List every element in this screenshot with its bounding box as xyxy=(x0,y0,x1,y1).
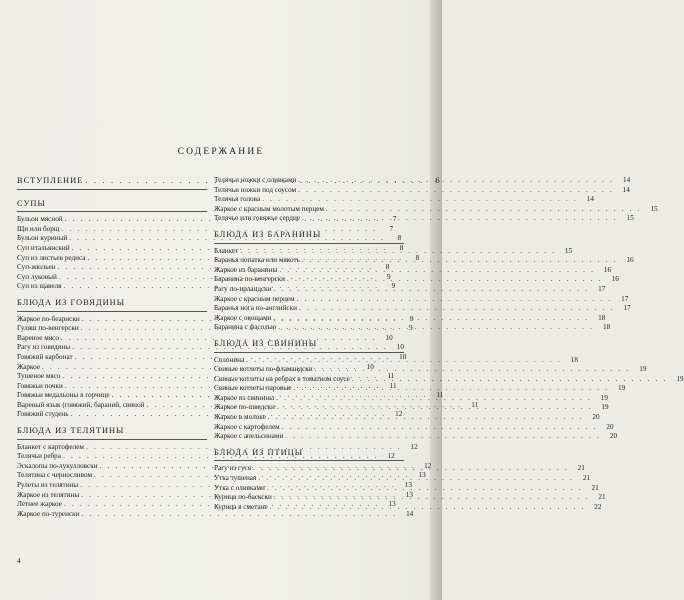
toc-entry-page: 20 xyxy=(606,422,614,431)
leader-dots xyxy=(298,176,614,186)
toc-entry[interactable] xyxy=(17,509,414,520)
toc-entry-title: Жаркое xyxy=(17,362,41,371)
toc-entry-page: 17 xyxy=(621,294,629,303)
toc-entry[interactable] xyxy=(214,294,629,305)
toc-entry-title: Бульон мясной xyxy=(17,215,63,224)
toc-entry-title: Жаркое из свинины xyxy=(214,393,275,402)
toc-entry-title: Суп из щавеля xyxy=(17,282,62,291)
toc-entry-title: Телячье или говяжье сердце xyxy=(214,214,301,223)
toc-entry[interactable] xyxy=(214,214,634,224)
toc-entry-title: Суп луковый xyxy=(17,272,57,281)
toc-entry-page: 18 xyxy=(598,313,606,322)
toc-entry-page: 19 xyxy=(639,365,647,374)
section-heading-page: 6 xyxy=(435,176,441,185)
toc-entry-page: 15 xyxy=(650,204,658,213)
leader-dots xyxy=(276,394,592,404)
section-heading-label: ВСТУПЛЕНИЕ xyxy=(17,176,84,185)
toc-entry-page: 15 xyxy=(564,246,573,255)
toc-entry-page: 17 xyxy=(598,284,606,293)
toc-entry-page: 18 xyxy=(570,355,578,364)
toc-entry-title: Рагу из гуся xyxy=(214,464,252,473)
toc-entry-page: 11 xyxy=(387,372,395,381)
toc-entry-page: 14 xyxy=(406,509,414,518)
leader-dots xyxy=(267,484,583,494)
leader-dots xyxy=(293,381,609,394)
leader-dots xyxy=(315,362,631,375)
toc-entry-page: 9 xyxy=(409,314,414,323)
toc-entry[interactable] xyxy=(214,304,631,314)
toc-entry-page: 21 xyxy=(591,483,599,492)
leader-dots xyxy=(262,195,578,205)
leader-dots xyxy=(268,413,584,423)
toc-entry-title: Курица по-баскски xyxy=(214,493,272,502)
toc-entry-page: 7 xyxy=(389,224,394,233)
toc-entry-title: Вареный язык (говяжий, бараний, свиной xyxy=(17,400,145,409)
section-heading: БЛЮДА ИЗ БАРАНИНЫ xyxy=(214,224,404,244)
toc-entry-page: 8 xyxy=(399,243,404,252)
section-heading: БЛЮДА ИЗ ПТИЦЫ xyxy=(214,442,404,462)
toc-entry-page: 19 xyxy=(600,393,608,402)
toc-entry-page: 13 xyxy=(405,490,413,499)
toc-entry-title: Свиные котлеты по-фламандски xyxy=(214,365,313,374)
toc-entry[interactable] xyxy=(214,195,594,205)
toc-entry[interactable] xyxy=(214,246,573,257)
toc-entry-page: 12 xyxy=(387,452,395,461)
toc-entry-title: Говяжьи медальоны в горчице xyxy=(17,391,110,400)
leader-dots xyxy=(287,272,603,285)
toc-entry-title: Солонина xyxy=(214,355,245,364)
toc-entry-page: 8 xyxy=(397,234,402,243)
toc-entry-title: Жаркое по-туренски xyxy=(17,509,80,518)
toc-entry-page: 15 xyxy=(626,214,634,223)
toc-entry-title: Телячьи ребра xyxy=(17,452,61,461)
toc-entry-page: 21 xyxy=(598,493,606,502)
toc-entry-title: Суп итальянский xyxy=(17,243,70,252)
toc-entry-page: 10 xyxy=(366,362,374,371)
leader-dots xyxy=(258,474,574,484)
toc-entry-page: 9 xyxy=(408,324,413,333)
toc-entry-page: 10 xyxy=(396,343,404,352)
toc-entry-page: 7 xyxy=(392,215,397,224)
leader-dots xyxy=(246,356,562,366)
toc-entry-title: Утка тушеная xyxy=(214,474,257,483)
toc-entry-page: 16 xyxy=(626,256,634,265)
toc-entry-page: 17 xyxy=(623,304,631,313)
leader-dots xyxy=(278,323,594,333)
page-number: 4 xyxy=(17,556,21,565)
toc-entry-title: Тушеное мясо xyxy=(17,372,61,381)
toc-entry-title: Рагу по-ирландски xyxy=(214,284,272,293)
toc-entry-page: 21 xyxy=(582,474,591,483)
toc-entry-page: 11 xyxy=(471,400,479,409)
leader-dots xyxy=(297,295,613,305)
toc-entry-page: 22 xyxy=(594,502,602,511)
toc-entry-title: Бланкет xyxy=(214,246,239,255)
toc-entry-page: 8 xyxy=(385,263,390,272)
leader-dots xyxy=(299,304,615,314)
leader-dots xyxy=(282,423,598,433)
toc-entry[interactable] xyxy=(214,381,626,394)
toc-entry-title: Курица в сметане xyxy=(214,502,268,511)
leader-dots xyxy=(253,461,569,474)
toc-entry-title: Щи или борщ xyxy=(17,224,60,233)
toc-entry-title: Телятина с черносливом xyxy=(17,471,92,480)
toc-entry[interactable] xyxy=(214,272,619,285)
toc-entry-page: 18 xyxy=(602,323,611,332)
toc-entry-title: Бланкет с картофелем xyxy=(17,442,84,451)
toc-entry-page: 20 xyxy=(609,432,618,441)
toc-entry-page: 16 xyxy=(611,275,619,284)
toc-entry-page: 14 xyxy=(622,185,630,194)
toc-entry-page: 16 xyxy=(603,265,612,274)
toc-entry-page: 8 xyxy=(415,253,420,262)
toc-entry-title: Телячья голова xyxy=(214,195,261,204)
toc-entry-title: Суп из листьев редиса xyxy=(17,253,86,262)
contents-title: СОДЕРЖАНИЕ xyxy=(177,147,265,157)
toc-entry-page: 9 xyxy=(391,282,396,291)
toc-entry-page: 19 xyxy=(618,384,626,393)
toc-entry[interactable] xyxy=(214,265,612,276)
leader-dots xyxy=(240,247,556,257)
toc-entry-title: Говяжий студень xyxy=(17,410,69,419)
toc-entry-title: Жаркое из баранины xyxy=(214,265,278,274)
toc-entry[interactable] xyxy=(214,362,647,375)
toc-entry[interactable] xyxy=(214,185,630,196)
toc-entry-title: Баранина по-венгерски xyxy=(214,275,286,284)
toc-entry-title: Жаркое по-беарнски xyxy=(17,314,80,323)
toc-entry-title: Жаркое с красным перцем xyxy=(214,294,295,303)
leader-dots xyxy=(326,205,642,215)
toc-entry-title: Баранья лопатка или мякоть xyxy=(214,256,300,265)
toc-entry-title: Утка с оливками xyxy=(214,483,265,492)
leader-dots xyxy=(302,214,618,224)
section-heading: БЛЮДА ИЗ ТЕЛЯТИНЫ xyxy=(17,420,207,440)
toc-entry-title: Говяжий карбонат xyxy=(17,352,73,361)
toc-entry-title: Рагу из говядины xyxy=(17,343,71,352)
toc-entry[interactable] xyxy=(214,413,600,423)
toc-entry[interactable] xyxy=(214,204,658,215)
toc-entry-page: 12 xyxy=(395,410,403,419)
section-heading: БЛЮДА ИЗ СВИНИНЫ xyxy=(214,333,404,353)
section-heading: БЛЮДА ИЗ ГОВЯДИНЫ xyxy=(17,292,207,312)
toc-entry-title: Бульон куриный xyxy=(17,234,68,243)
toc-entry-title: Гуляш по-венгерски xyxy=(17,324,79,333)
toc-entry-page: 13 xyxy=(404,481,412,490)
toc-entry-page: 13 xyxy=(388,500,396,509)
toc-entry-title: Суп-жюльен xyxy=(17,263,56,272)
leader-dots xyxy=(298,186,614,196)
toc-entry-title: Баранина с фасолью xyxy=(214,323,277,332)
toc-entry[interactable] xyxy=(214,432,618,442)
toc-entry-page: 9 xyxy=(387,272,391,281)
toc-entry-title: Баранья нога по-английски xyxy=(214,304,297,313)
toc-entry-page: 11 xyxy=(436,391,444,400)
toc-entry-page: 21 xyxy=(577,464,585,473)
toc-entry-title: Рулеты из телятины xyxy=(17,481,79,490)
leader-dots xyxy=(352,375,668,385)
toc-entry-title: Свиные котлеты на ребрах в томатном соусе xyxy=(214,374,350,383)
toc-entry[interactable] xyxy=(214,313,606,324)
toc-entry-page: 10 xyxy=(399,352,407,361)
toc-entry-page: 11 xyxy=(389,381,397,390)
leader-dots xyxy=(274,490,590,503)
toc-entry-page: 19 xyxy=(601,403,609,412)
leader-dots xyxy=(285,432,601,442)
leader-dots xyxy=(273,314,589,324)
toc-entry-title: Жаркое по-шведски xyxy=(214,403,275,412)
toc-entry-title: Жаркое с картофелем xyxy=(214,422,280,431)
toc-entry-title: Летнее жаркое xyxy=(17,500,62,509)
leader-dots xyxy=(302,253,618,266)
toc-entry-page: 12 xyxy=(410,442,418,451)
toc-entry-page: 19 xyxy=(676,374,684,383)
toc-entry[interactable] xyxy=(214,323,611,333)
toc-entry-page: 12 xyxy=(424,461,432,470)
toc-entry-title: Эскалопы по-лукулловски xyxy=(17,461,98,470)
leader-dots xyxy=(279,266,595,276)
toc-entry-title: Телячьи ножки с оливками xyxy=(214,176,297,184)
toc-entry[interactable] xyxy=(214,256,634,266)
toc-entry-title: Жаркое с овощами xyxy=(214,313,272,322)
toc-entry[interactable] xyxy=(214,502,602,513)
toc-entry-title: Вареное мясо xyxy=(17,333,59,342)
toc-entry-page: 20 xyxy=(592,413,600,422)
leader-dots xyxy=(274,285,590,295)
toc-entry[interactable] xyxy=(214,284,606,295)
toc-entry-page: 13 xyxy=(418,471,426,480)
toc-entry-title: Жаркое с апельсинами xyxy=(214,432,284,441)
leader-dots xyxy=(270,503,586,513)
toc-section xyxy=(214,176,658,224)
leader-dots xyxy=(277,400,593,413)
section-heading: СУПЫ xyxy=(17,193,207,213)
toc-entry-page: 10 xyxy=(385,333,393,342)
toc-entry-title: Телячьи ножки под соусом xyxy=(214,185,297,194)
toc-entry-page: 14 xyxy=(586,195,594,204)
toc-entry[interactable] xyxy=(214,422,614,433)
toc-entry-title: Жаркое из телятины xyxy=(17,490,80,499)
toc-entry-page: 14 xyxy=(622,176,631,184)
toc-entry[interactable] xyxy=(214,176,631,186)
toc-entry-title: Жаркое с красным молотым перцем xyxy=(214,204,324,213)
toc-entry-title: Жаркое в молоке xyxy=(214,413,266,422)
toc-section xyxy=(214,224,634,333)
toc-entry-title: Говяжьи почки xyxy=(17,381,63,390)
toc-entry[interactable] xyxy=(214,374,684,385)
toc-entry-title: Свиные котлеты паровые xyxy=(214,384,292,393)
